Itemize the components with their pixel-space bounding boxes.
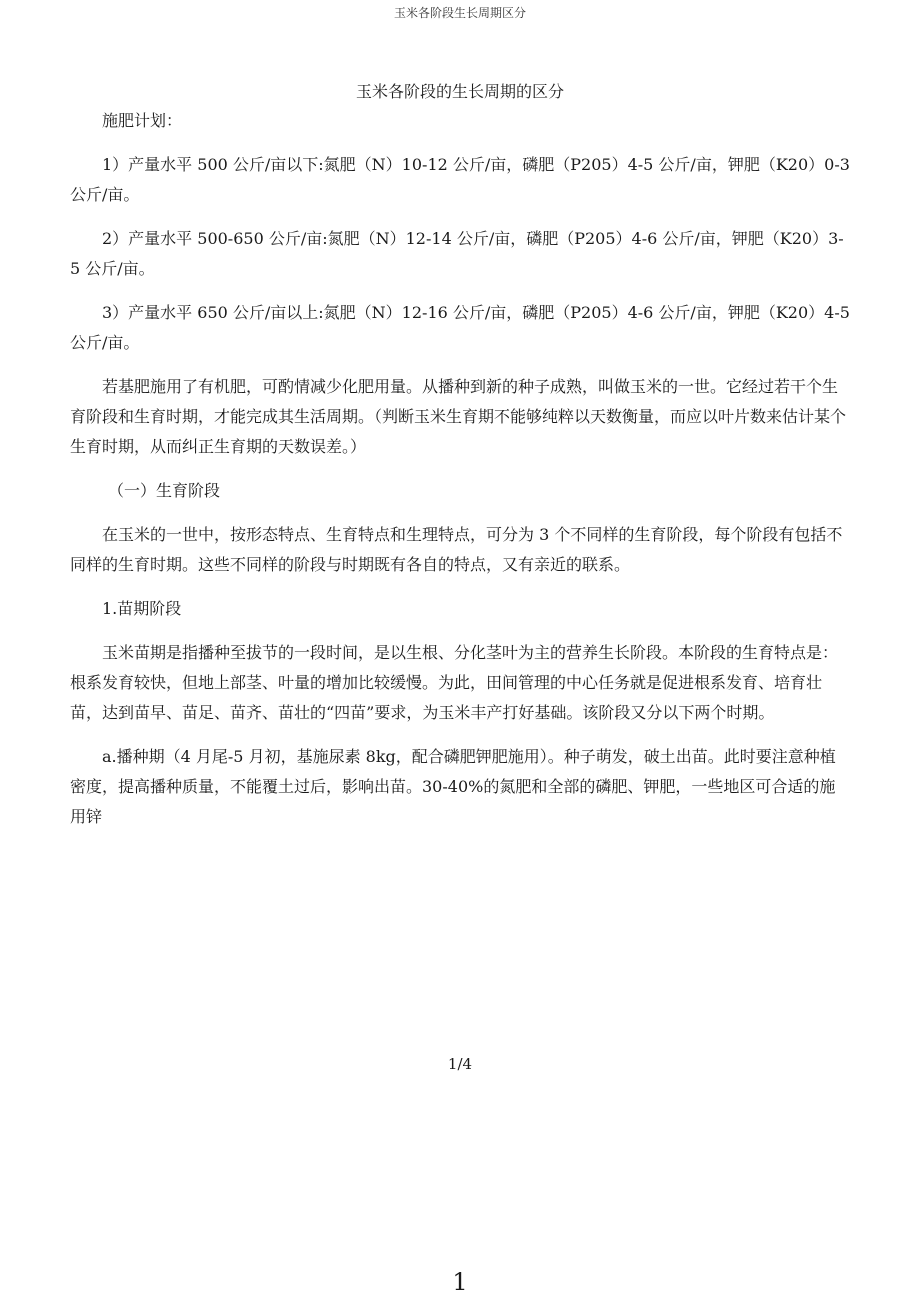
document-title: 玉米各阶段的生长周期的区分 [355, 82, 564, 101]
fertilizer-heading: 施肥计划： [102, 111, 183, 130]
page-indicator: 1/4 [447, 1055, 473, 1073]
stage-heading: 1.苗期阶段 [102, 599, 182, 618]
document-body [70, 78, 850, 846]
intro-paragraph: 若基肥施用了有机肥，可酌情减少化肥用量。从播种到新的种子成熟，叫做玉米的一世。它经过若干个生育阶段和生育时期，才能完成其生活周期。（判断玉米生育期不能够纯粹以天数衡量，而应以叶片数来估计某个生育时期，从而纠正生育期的天数误差。） [70, 377, 847, 456]
plan-item-1: 1）产量水平 500 公斤/亩以下:氮肥（N）10-12 公斤/亩，磷肥（P205）4-5 公斤/亩，钾肥（K20）0-3 公斤/亩。 [70, 155, 850, 204]
plan-item-3: 3）产量水平 650 公斤/亩以上:氮肥（N）12-16 公斤/亩，磷肥（P205）4-6 公斤/亩，钾肥（K20）4-5 公斤/亩。 [70, 303, 850, 352]
stage-paragraph: 玉米苗期是指播种至拔节的一段时间，是以生根、分化茎叶为主的营养生长阶段。本阶段的生育特点是：根系发育较快，但地上部茎、叶量的增加比较缓慢。为此，田间管理的中心任务就是促进根系发育、培育壮苗，达到苗早、苗足、苗齐、苗壮的“四苗”要求，为玉米丰产打好基础。该阶段又分以下两个时期。 [70, 643, 839, 722]
section-heading: （一）生育阶段 [108, 481, 221, 500]
sowing-paragraph: a.播种期（4 月尾-5 月初，基施尿素 8kg，配合磷肥钾肥施用）。种子萌发，破土出苗。此时要注意种植密度，提高播种质量，不能覆土过后，影响出苗。30-40%的氮肥和全部的磷肥、钾肥，一些地区可合适的施用锌 [70, 747, 836, 826]
section-paragraph: 在玉米的一世中，按形态特点、生育特点和生理特点，可分为 3 个不同样的生育阶段，每个阶段有包括不同样的生育时期。这些不同样的阶段与时期既有各自的特点，又有亲近的联系。 [70, 525, 843, 574]
plan-item-2: 2）产量水平 500-650 公斤/亩:氮肥（N）12-14 公斤/亩，磷肥（P205）4-6 公斤/亩，钾肥（K20）3-5 公斤/亩。 [70, 229, 844, 278]
running-header: 玉米各阶段生长周期区分 [393, 6, 526, 20]
footer-page-number: 1 [452, 1268, 468, 1296]
